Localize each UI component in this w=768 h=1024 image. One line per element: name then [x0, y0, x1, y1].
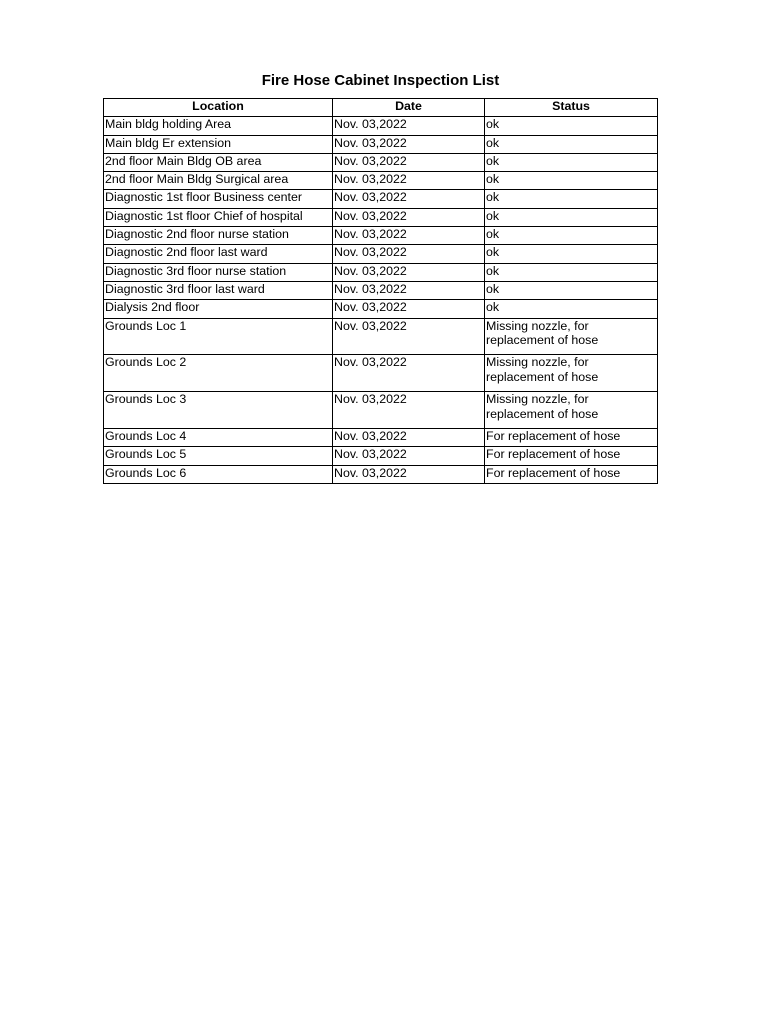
location-cell: Diagnostic 1st floor Business center — [104, 190, 333, 208]
location-cell: Grounds Loc 2 — [104, 355, 333, 392]
table-row — [104, 245, 658, 263]
status-cell: ok — [485, 208, 658, 226]
table-row — [104, 117, 658, 135]
location-cell: Main bldg Er extension — [104, 135, 333, 153]
status-cell: For replacement of hose — [485, 428, 658, 446]
table-row — [104, 208, 658, 226]
status-cell: ok — [485, 117, 658, 135]
status-cell: ok — [485, 153, 658, 171]
date-cell: Nov. 03,2022 — [333, 153, 485, 171]
status-cell: Missing nozzle, for replacement of hose — [485, 392, 658, 429]
date-cell: Nov. 03,2022 — [333, 172, 485, 190]
status-cell: ok — [485, 190, 658, 208]
location-cell: Grounds Loc 5 — [104, 447, 333, 465]
status-cell: For replacement of hose — [485, 447, 658, 465]
status-cell: ok — [485, 263, 658, 281]
table-row — [104, 135, 658, 153]
table-row — [104, 428, 658, 446]
date-cell: Nov. 03,2022 — [333, 281, 485, 299]
column-header-status: Status — [485, 99, 658, 117]
inspection-table — [103, 98, 658, 484]
table-row — [104, 172, 658, 190]
location-cell: 2nd floor Main Bldg OB area — [104, 153, 333, 171]
date-cell: Nov. 03,2022 — [333, 447, 485, 465]
location-cell: Dialysis 2nd floor — [104, 300, 333, 318]
table-header-row — [104, 99, 658, 117]
table-row — [104, 318, 658, 355]
table-row — [104, 465, 658, 483]
status-cell: ok — [485, 172, 658, 190]
column-header-date: Date — [333, 99, 485, 117]
date-cell: Nov. 03,2022 — [333, 263, 485, 281]
location-cell: Diagnostic 1st floor Chief of hospital — [104, 208, 333, 226]
date-cell: Nov. 03,2022 — [333, 227, 485, 245]
table-row — [104, 190, 658, 208]
table-row — [104, 227, 658, 245]
location-cell: Grounds Loc 1 — [104, 318, 333, 355]
location-cell: Grounds Loc 4 — [104, 428, 333, 446]
status-cell: ok — [485, 135, 658, 153]
location-cell: Grounds Loc 3 — [104, 392, 333, 429]
date-cell: Nov. 03,2022 — [333, 208, 485, 226]
location-cell: Diagnostic 2nd floor last ward — [104, 245, 333, 263]
document-title: Fire Hose Cabinet Inspection List — [261, 72, 500, 89]
status-cell: ok — [485, 245, 658, 263]
date-cell: Nov. 03,2022 — [333, 135, 485, 153]
date-cell: Nov. 03,2022 — [333, 117, 485, 135]
location-cell: Main bldg holding Area — [104, 117, 333, 135]
location-cell: Grounds Loc 6 — [104, 465, 333, 483]
status-cell: Missing nozzle, for replacement of hose — [485, 355, 658, 392]
date-cell: Nov. 03,2022 — [333, 465, 485, 483]
location-cell: Diagnostic 3rd floor nurse station — [104, 263, 333, 281]
status-cell: ok — [485, 281, 658, 299]
status-cell: ok — [485, 300, 658, 318]
status-cell: For replacement of hose — [485, 465, 658, 483]
date-cell: Nov. 03,2022 — [333, 392, 485, 429]
status-cell: ok — [485, 227, 658, 245]
table-row — [104, 392, 658, 429]
location-cell: Diagnostic 2nd floor nurse station — [104, 227, 333, 245]
table-row — [104, 153, 658, 171]
date-cell: Nov. 03,2022 — [333, 245, 485, 263]
table-row — [104, 300, 658, 318]
status-cell: Missing nozzle, for replacement of hose — [485, 318, 658, 355]
date-cell: Nov. 03,2022 — [333, 190, 485, 208]
date-cell: Nov. 03,2022 — [333, 428, 485, 446]
date-cell: Nov. 03,2022 — [333, 355, 485, 392]
table-row — [104, 447, 658, 465]
date-cell: Nov. 03,2022 — [333, 300, 485, 318]
location-cell: 2nd floor Main Bldg Surgical area — [104, 172, 333, 190]
column-header-location: Location — [104, 99, 333, 117]
date-cell: Nov. 03,2022 — [333, 318, 485, 355]
location-cell: Diagnostic 3rd floor last ward — [104, 281, 333, 299]
table-row — [104, 281, 658, 299]
table-row — [104, 263, 658, 281]
table-row — [104, 355, 658, 392]
